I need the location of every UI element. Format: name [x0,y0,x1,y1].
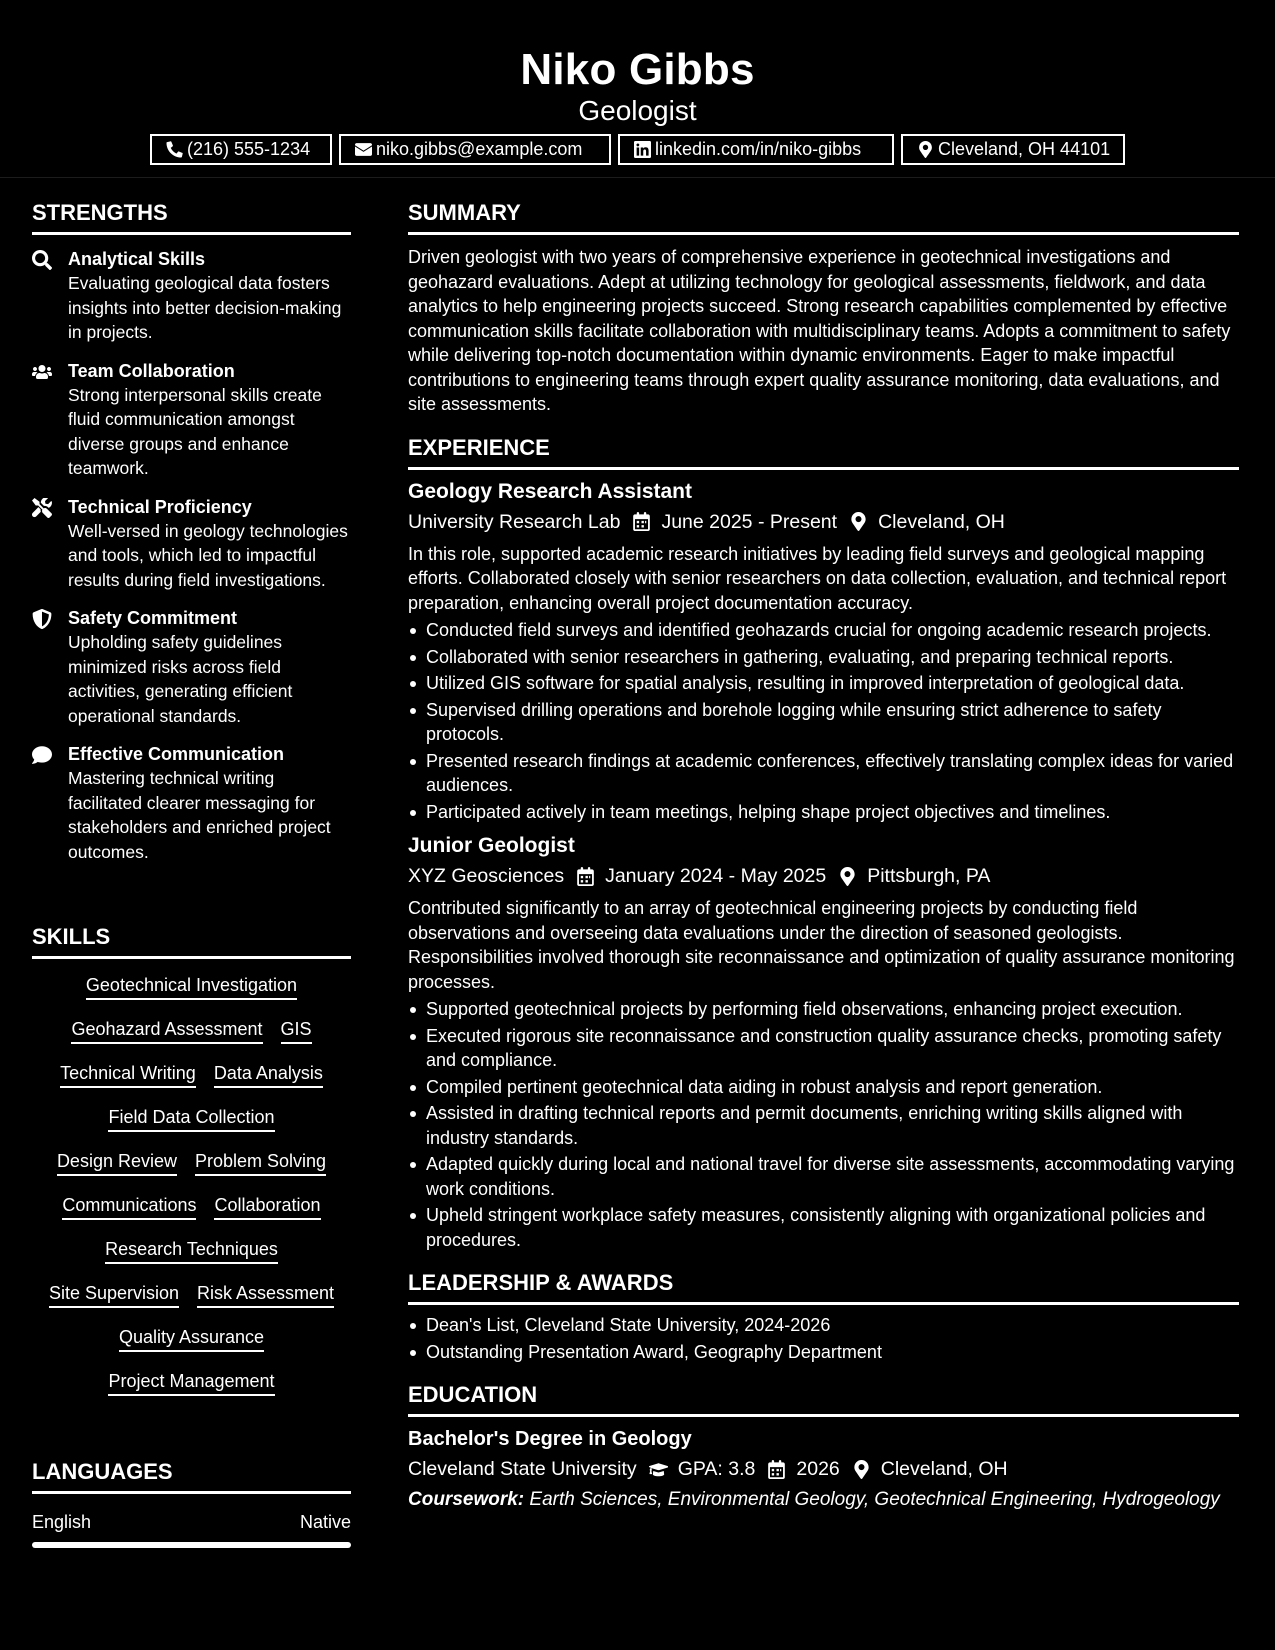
linkedin-icon [634,141,651,158]
strengths-list [32,247,351,864]
awards-list [408,1313,1239,1364]
skill-tag: Site Supervision [49,1281,179,1308]
job-bullet: Assisted in drafting technical reports and permit documents, enriching writing skills aligned with industry standards. [408,1101,1239,1150]
map-pin-icon [849,512,868,531]
languages-section [32,1455,351,1548]
strength-item [32,247,351,345]
contact-phone-text: (216) 555-1234 [187,139,311,159]
strengths-heading: STRENGTHS [32,196,351,235]
strength-desc: Well-versed in geology technologies and tools, which led to impactful results during field investigations. [68,520,348,590]
graduation-year: 2026 [796,1458,840,1480]
strength-title: Technical Proficiency [68,496,252,517]
coursework-list: Earth Sciences, Environmental Geology, Geotechnical Engineering, Hydrogeology [529,1489,1220,1510]
degree-title: Bachelor's Degree in Geology [408,1428,692,1450]
graduation-cap-icon [649,1460,668,1479]
calendar-icon [767,1460,786,1479]
education-meta [408,1455,1239,1483]
job-company: XYZ Geosciences [408,865,565,887]
job-bullet: Upheld stringent workplace safety measures, consistently aligning with organizational policies and procedures. [408,1203,1239,1252]
skill-tag: Quality Assurance [119,1325,264,1352]
language-name: English [32,1512,92,1532]
job-bullet: Presented research findings at academic conferences, effectively translating complex ideas for varied audiences. [408,749,1239,798]
job-bullet: Utilized GIS software for spatial analysis, resulting in improved interpretation of geological data. [408,671,1239,696]
job-bullet: Executed rigorous site reconnaissance and construction quality assurance checks, promoting safety and compliance. [408,1024,1239,1073]
contact-bar [0,134,1275,165]
job-bullets [408,997,1239,1252]
language-level: Native [299,1512,351,1532]
contact-location-text: Cleveland, OH 44101 [938,139,1111,159]
strength-desc: Strong interpersonal skills create fluid communication amongst diverse groups and enhance teamwork. [68,384,322,478]
school-name: Cleveland State University [408,1458,637,1480]
job-bullet: Participated actively in team meetings, helping shape project objectives and timelines. [408,800,1239,825]
strength-desc: Evaluating geological data fosters insights into better decision-making in projects. [68,273,342,342]
contact-email-text: niko.gibbs@example.com [376,139,583,159]
strength-title: Effective Communication [68,744,285,764]
summary-heading: SUMMARY [408,196,1239,235]
contact-phone[interactable] [150,134,332,165]
shield-icon [32,609,52,629]
job-entry [408,832,1239,1252]
experience-heading: EXPERIENCE [408,431,1239,470]
skill-tag: Project Management [108,1369,274,1396]
contact-email[interactable] [339,134,611,165]
award-item: Dean's List, Cleveland State University, 2024-2026 [408,1313,1239,1338]
strength-desc: Mastering technical writing facilitated clearer messaging for stakeholders and enriched project outcomes. [68,768,331,862]
skill-tag: Communications [62,1193,196,1220]
job-bullet: Supported geotechnical projects by performing field observations, enhancing project execution. [408,997,1239,1022]
strength-desc: Upholding safety guidelines minimized risks across field activities, generating efficient operational standards. [68,632,293,726]
strength-title: Team Collaboration [68,360,235,381]
languages-heading: LANGUAGES [32,1455,351,1494]
skill-tag: GIS [281,1017,312,1044]
coursework-label: Coursework: [408,1489,525,1510]
job-bullet: Compiled pertinent geotechnical data aiding in robust analysis and report generation. [408,1075,1239,1100]
job-description: Contributed significantly to an array of geotechnical engineering projects by conducting field observations and overseeing data evaluations under the direction of seasoned geologists. Responsibilities involved thorough site reconnaissance and optimization of quality assurance monitoring processes. [408,898,1235,992]
gpa: GPA: 3.8 [677,1458,756,1480]
job-entry [408,478,1239,825]
skill-tag: Field Data Collection [108,1105,274,1132]
contact-linkedin-text: linkedin.com/in/niko-gibbs [655,139,862,159]
job-bullet: Supervised drilling operations and borehole logging while ensuring strict adherence to safety protocols. [408,698,1239,747]
job-title: Junior Geologist [408,834,575,857]
tools-icon [32,498,52,518]
calendar-icon [632,512,651,531]
comment-icon [32,745,52,765]
job-bullet: Conducted field surveys and identified geohazards crucial for ongoing academic research projects. [408,618,1239,643]
job-bullet: Adapted quickly during local and national travel for diverse site assessments, accommodating varying work conditions. [408,1152,1239,1201]
job-title-headline: Geologist [578,95,697,126]
search-icon [32,250,52,270]
users-icon [32,362,52,382]
job-description: In this role, supported academic research initiatives by leading field surveys and geological mapping efforts. Collaborated closely with senior researchers on data collection, evaluation, and technical report preparation, enhancing overall project documentation accuracy. [408,543,1227,613]
strength-title: Safety Commitment [68,608,238,628]
strength-item [32,742,351,864]
awards-heading: LEADERSHIP & AWARDS [408,1266,1239,1305]
job-bullets [408,618,1239,824]
job-meta [408,862,1239,890]
skill-tag: Geotechnical Investigation [86,973,297,1000]
skills-list [32,973,351,1396]
strength-title: Analytical Skills [68,249,206,269]
language-proficiency-bar [32,1542,351,1548]
map-pin-icon [917,141,934,158]
skill-tag: Problem Solving [195,1149,326,1176]
job-dates: January 2024 - May 2025 [605,865,827,887]
map-pin-icon [838,867,857,886]
education-section [408,1378,1239,1512]
job-location: Pittsburgh, PA [867,865,991,887]
strength-item [32,495,351,593]
left-column [32,196,351,878]
resume-header [0,0,1275,178]
language-item [32,1510,351,1534]
job-title: Geology Research Assistant [408,479,692,503]
school-location: Cleveland, OH [880,1458,1008,1480]
coursework [408,1487,1239,1512]
contact-linkedin[interactable] [618,134,894,165]
skill-tag: Research Techniques [105,1237,278,1264]
strength-item [32,606,351,728]
skills-section [32,920,351,1396]
map-pin-icon [852,1460,871,1479]
contact-location [901,134,1125,165]
skill-tag: Collaboration [214,1193,320,1220]
strength-item [32,359,351,481]
job-meta [408,508,1239,536]
skill-tag: Design Review [57,1149,177,1176]
envelope-icon [355,141,372,158]
awards-section [408,1266,1239,1364]
summary-text: Driven geologist with two years of comprehensive experience in geotechnical investigations and geohazard evaluations. Adept at utilizing technology for geological assessments, fieldwork, and data analytics to help engineering projects succeed. Strong research capabilities complemented by effective communication skills facilitate collaboration with multidisciplinary teams. Adopts a commitment to safety while delivering top-notch documentation within dynamic environments. Eager to make impactful contributions to engineering teams through expert quality assurance monitoring, data evaluations, and site assessments. [408,247,1231,414]
experience-section [408,431,1239,1253]
skill-tag: Geohazard Assessment [71,1017,262,1044]
candidate-name: Niko Gibbs [520,45,755,94]
job-company: University Research Lab [408,510,621,533]
skill-tag: Data Analysis [214,1061,323,1088]
skill-tag: Technical Writing [60,1061,196,1088]
job-bullet: Collaborated with senior researchers in gathering, evaluating, and preparing technical reports. [408,645,1239,670]
job-dates: June 2025 - Present [661,510,838,533]
education-heading: EDUCATION [408,1378,1239,1417]
right-column [408,196,1239,1512]
job-location: Cleveland, OH [878,510,1005,533]
skill-tag: Risk Assessment [197,1281,334,1308]
calendar-icon [576,867,595,886]
phone-icon [166,141,183,158]
award-item: Outstanding Presentation Award, Geography Department [408,1340,1239,1365]
skills-heading: SKILLS [32,920,351,959]
